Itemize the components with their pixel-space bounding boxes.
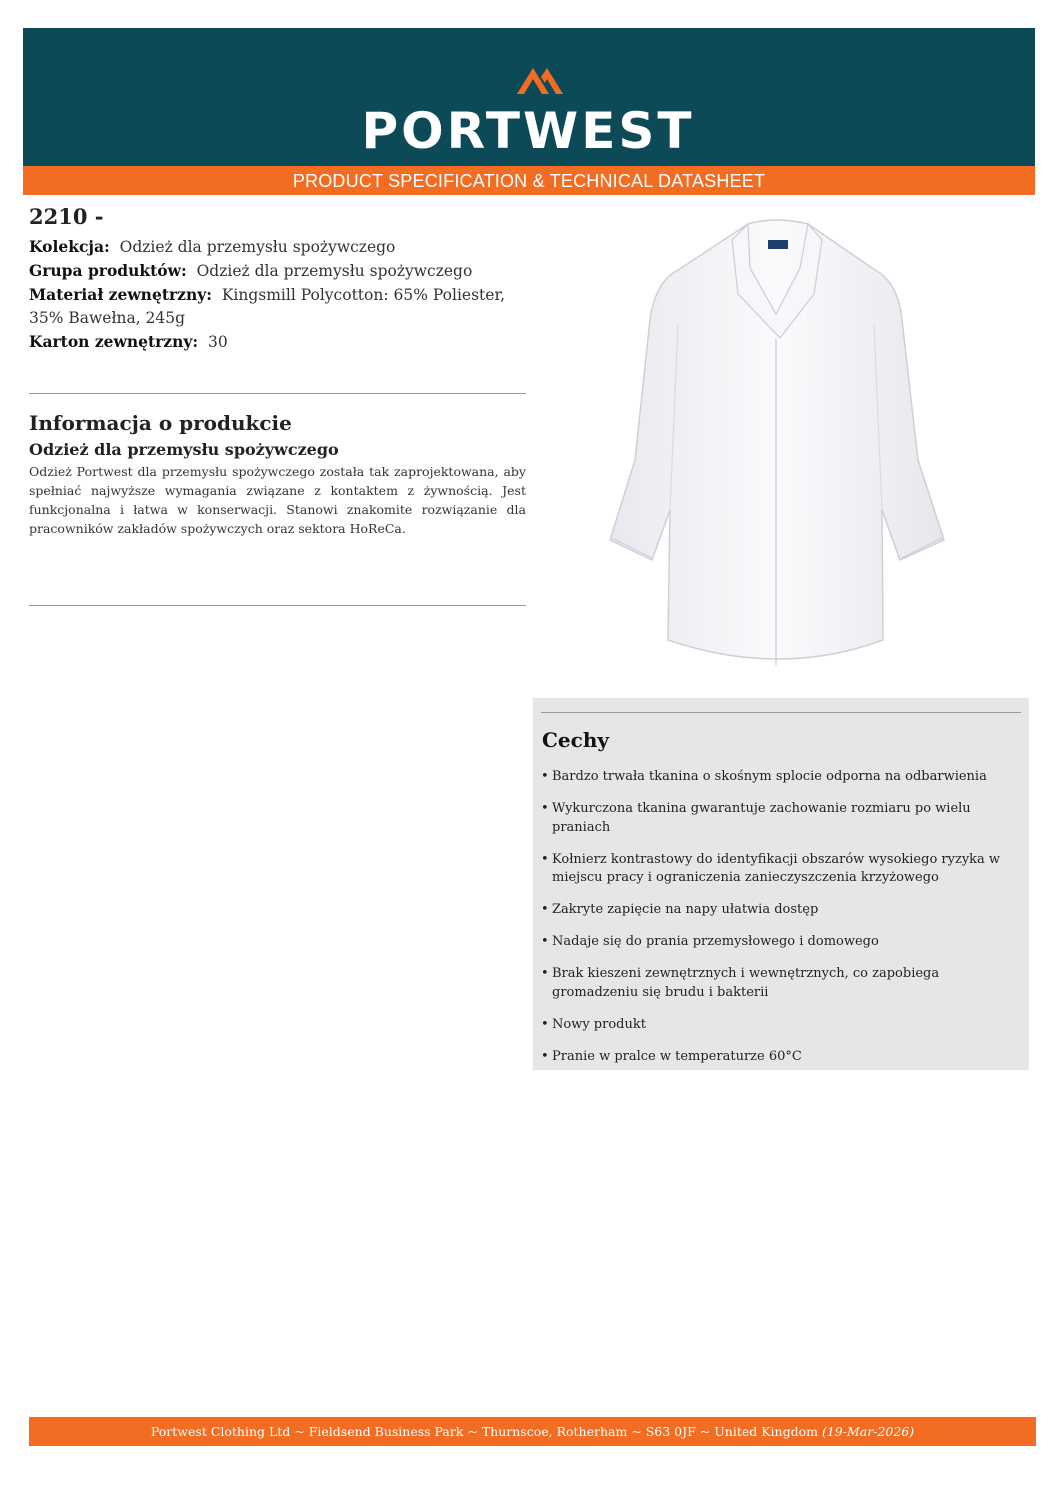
footer-address: Portwest Clothing Ltd ~ Fieldsend Business Park ~ Thurnscoe, Rotherham ~ S63 0JF ~ United Kingdom bbox=[150, 1424, 818, 1439]
spec-block bbox=[29, 204, 526, 354]
info-subtitle: Odzież dla przemysłu spożywczego bbox=[29, 440, 339, 459]
spec-value: Odzież dla przemysłu spożywczego bbox=[119, 238, 396, 256]
spec-label: Grupa produktów: bbox=[29, 261, 187, 280]
header bbox=[23, 28, 1035, 166]
datasheet-banner: PRODUCT SPECIFICATION & TECHNICAL DATASHEET bbox=[23, 166, 1035, 195]
white-lab-coat-image bbox=[600, 210, 960, 680]
feature-item: • Brak kieszeni zewnętrznych i wewnętrznych, co zapobiega gromadzeniu się brudu i bakterii bbox=[539, 965, 1009, 1002]
spec-value: 30 bbox=[207, 333, 228, 351]
spec-label: Karton zewnętrzny: bbox=[29, 332, 199, 351]
features-list bbox=[539, 768, 1009, 1080]
product-code: 2210 - bbox=[29, 204, 104, 229]
divider bbox=[29, 393, 526, 394]
info-title: Informacja o produkcie bbox=[29, 411, 292, 435]
spec-value: Kingsmill Polycotton: 65% Poliester, 35% Bawełna, 245g bbox=[29, 286, 506, 327]
spec-label: Kolekcja: bbox=[29, 237, 110, 256]
spec-label: Materiał zewnętrzny: bbox=[29, 285, 212, 304]
spec-row bbox=[29, 235, 526, 259]
collar-label-icon bbox=[768, 240, 788, 249]
spec-row bbox=[29, 330, 526, 354]
feature-item: • Zakryte zapięcie na napy ułatwia dostęp bbox=[539, 901, 1009, 920]
spec-value: Odzież dla przemysłu spożywczego bbox=[196, 262, 473, 280]
portwest-logo bbox=[353, 48, 703, 158]
feature-item: • Pranie w pralce w temperaturze 60°C bbox=[539, 1048, 1009, 1067]
divider bbox=[29, 605, 526, 606]
info-text: Odzież Portwest dla przemysłu spożywczego została tak zaprojektowana, aby spełniać najwyższe wymagania związane z kontaktem z żywnością. Jest funkcjonalna i łatwa w konserwacji. Stanowi znakomite rozwiązanie dla pracowników zakładów spożywczych oraz sektora HoReCa. bbox=[29, 464, 526, 536]
features-panel bbox=[533, 698, 1029, 1070]
feature-item: • Bardzo trwała tkanina o skośnym splocie odporna na odbarwienia bbox=[539, 768, 1009, 787]
brand-name: PORTWEST bbox=[361, 102, 695, 158]
feature-item: • Nowy produkt bbox=[539, 1016, 1009, 1035]
feature-item: • Wykurczona tkanina gwarantuje zachowanie rozmiaru po wielu praniach bbox=[539, 800, 1009, 837]
divider bbox=[541, 712, 1021, 713]
feature-item: • Nadaje się do prania przemysłowego i domowego bbox=[539, 933, 1009, 952]
footer bbox=[29, 1417, 1036, 1446]
spec-row bbox=[29, 283, 526, 330]
spec-row bbox=[29, 259, 526, 283]
footer-date: (19-Mar-2026) bbox=[821, 1424, 915, 1439]
features-title: Cechy bbox=[542, 728, 609, 752]
feature-item: • Kołnierz kontrastowy do identyfikacji obszarów wysokiego ryzyka w miejscu pracy i ograniczenia zanieczyszczenia krzyżowego bbox=[539, 851, 1009, 888]
